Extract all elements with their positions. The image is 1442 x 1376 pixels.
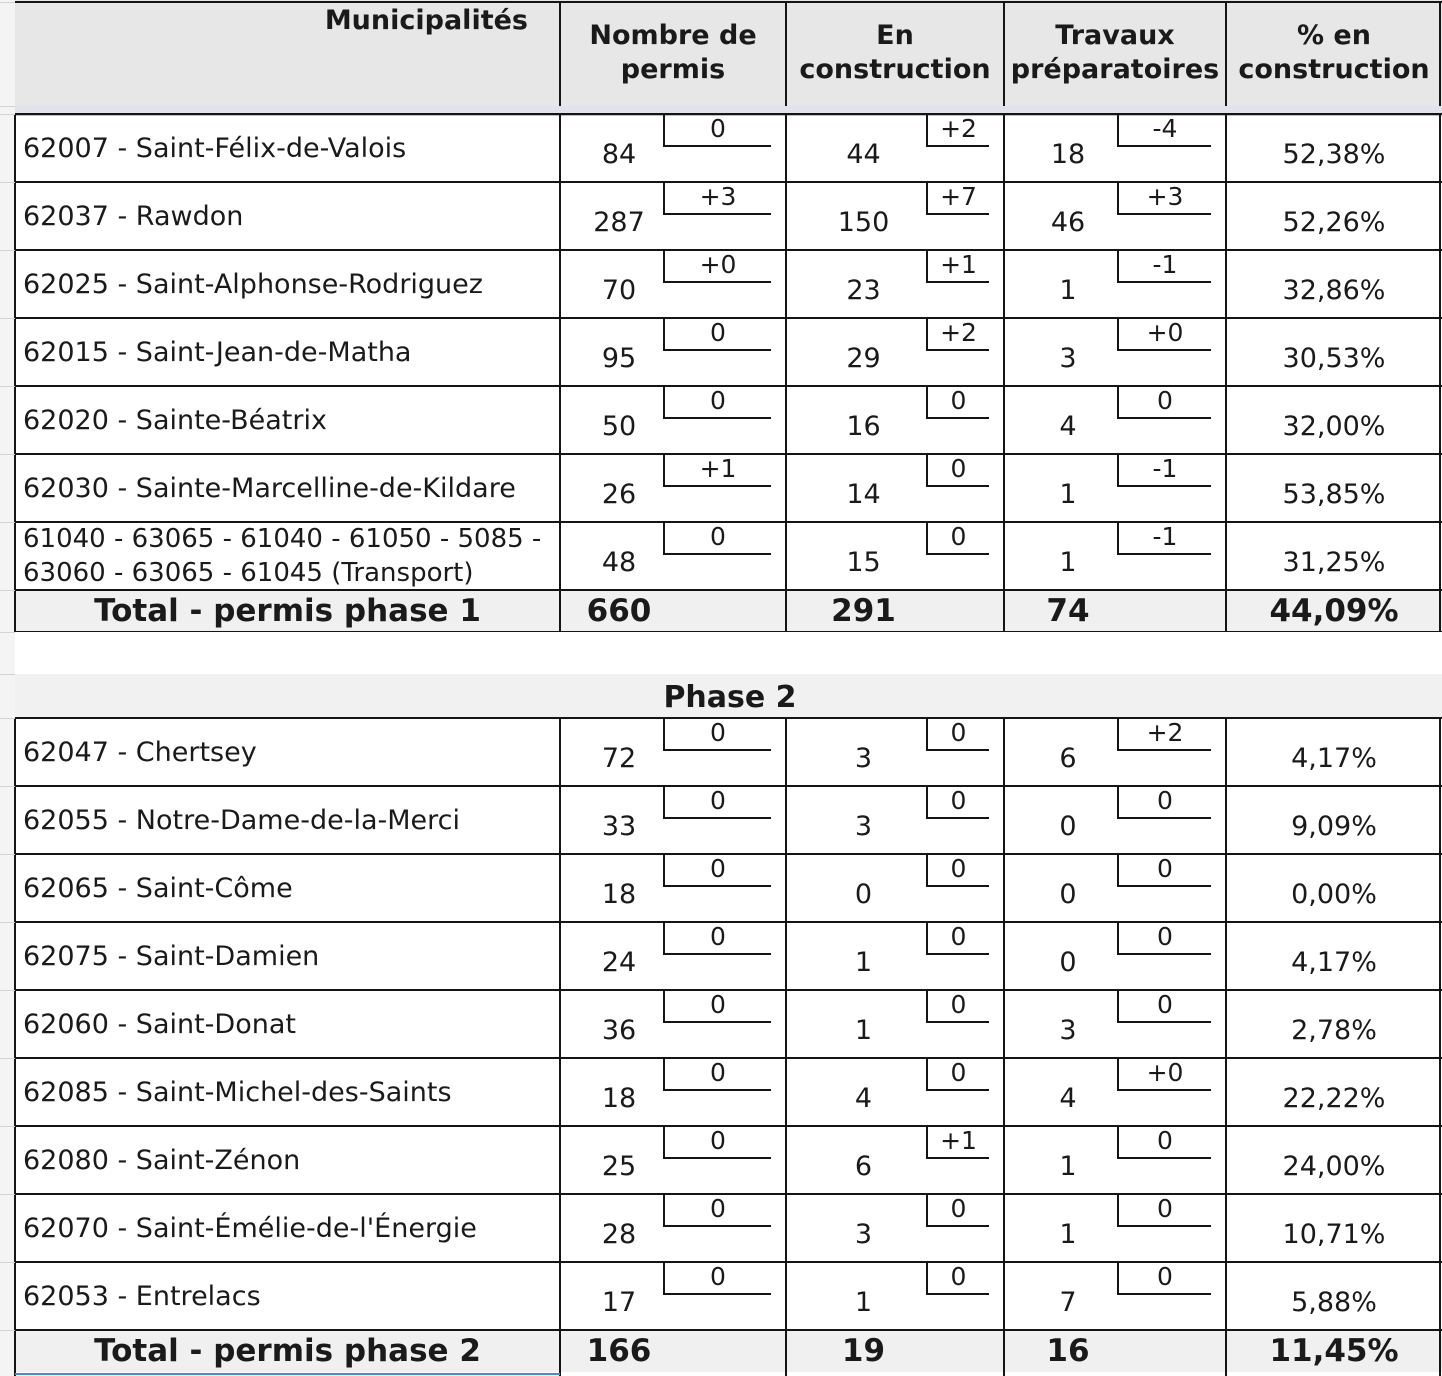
- total-pct: 11,45%: [1269, 1333, 1399, 1369]
- gutter-row-line: [0, 1126, 15, 1127]
- permis-count: 25: [601, 1150, 637, 1182]
- permis-count: 24: [601, 946, 637, 978]
- gutter-row-line: [0, 114, 15, 115]
- construction-delta: +2: [926, 318, 989, 351]
- pct-construction: 52,26%: [1282, 206, 1386, 238]
- column-border: [785, 114, 787, 632]
- municipality-name: 62037 - Rawdon: [23, 200, 244, 232]
- travaux-count: 6: [1059, 742, 1077, 774]
- pct-construction: 24,00%: [1282, 1150, 1386, 1182]
- construction-delta: 0: [926, 1194, 989, 1227]
- construction-delta: 0: [926, 718, 989, 751]
- permis-count: 84: [601, 138, 637, 170]
- row-border: [15, 989, 1442, 991]
- column-border: [1225, 2, 1227, 106]
- permis-delta: +1: [663, 454, 771, 487]
- permis-count: 287: [593, 206, 645, 238]
- municipality-name: 62047 - Chertsey: [23, 736, 257, 768]
- column-border: [785, 718, 787, 1376]
- construction-count: 0: [854, 878, 873, 910]
- row-border: [15, 589, 1442, 591]
- header-travaux-preparatoires: Travaux préparatoires: [1010, 20, 1220, 85]
- table-row[interactable]: [15, 454, 1442, 522]
- row-border: [15, 717, 1442, 719]
- total-row: [15, 1330, 1442, 1372]
- permis-count: 36: [601, 1014, 637, 1046]
- row-border: [15, 1193, 1442, 1195]
- municipality-name: 62015 - Saint-Jean-de-Matha: [23, 336, 412, 368]
- row-border: [15, 1057, 1442, 1059]
- travaux-delta: -1: [1117, 454, 1211, 487]
- permis-delta: 0: [663, 786, 771, 819]
- total-permis: 166: [586, 1333, 652, 1369]
- table-row[interactable]: [15, 990, 1442, 1058]
- construction-count: 16: [846, 410, 881, 442]
- permis-delta: 0: [663, 990, 771, 1023]
- gutter-row-line: [0, 182, 15, 183]
- construction-delta: +7: [926, 182, 989, 215]
- gutter-row-line: [0, 632, 15, 633]
- phase-2-title: Phase 2: [663, 680, 797, 715]
- construction-delta: 0: [926, 922, 989, 955]
- municipality-name: 62060 - Saint-Donat: [23, 1008, 296, 1040]
- construction-delta: 0: [926, 854, 989, 887]
- permis-delta: +0: [663, 250, 771, 283]
- permis-count: 28: [601, 1218, 637, 1250]
- municipality-name: 62070 - Saint-Émélie-de-l'Énergie: [23, 1212, 477, 1244]
- travaux-count: 3: [1059, 342, 1077, 374]
- travaux-delta: 0: [1117, 854, 1211, 887]
- travaux-delta: 0: [1117, 1194, 1211, 1227]
- column-border: [1439, 718, 1441, 1376]
- pct-construction: 53,85%: [1282, 478, 1386, 510]
- travaux-count: 1: [1059, 1218, 1077, 1250]
- gutter-row-line: [0, 1262, 15, 1263]
- construction-delta: +2: [926, 114, 989, 147]
- gutter-row-line: [0, 718, 15, 719]
- municipality-name: 62080 - Saint-Zénon: [23, 1144, 301, 1176]
- total-permis: 660: [586, 593, 652, 629]
- travaux-delta: 0: [1117, 386, 1211, 419]
- permis-delta: 0: [663, 1194, 771, 1227]
- permis-delta: 0: [663, 922, 771, 955]
- construction-count: 4: [854, 1082, 873, 1114]
- travaux-count: 46: [1050, 206, 1086, 238]
- gutter-row-line: [0, 590, 15, 591]
- permis-count: 48: [601, 546, 637, 578]
- column-border: [1439, 2, 1441, 106]
- row-border: [15, 181, 1442, 183]
- permis-count: 18: [601, 1082, 637, 1114]
- permis-delta: 0: [663, 386, 771, 419]
- travaux-delta: -4: [1117, 114, 1211, 147]
- permis-delta: 0: [663, 114, 771, 147]
- table-row[interactable]: [15, 1126, 1442, 1194]
- table-header: [15, 0, 1442, 108]
- table-row[interactable]: [15, 250, 1442, 318]
- total-construction: 291: [831, 593, 896, 629]
- spacer-row: [15, 632, 1442, 674]
- construction-count: 3: [854, 742, 873, 774]
- construction-count: 1: [854, 1286, 873, 1318]
- pct-construction: 32,86%: [1282, 274, 1386, 306]
- pct-construction: 0,00%: [1291, 878, 1377, 910]
- table-row[interactable]: [15, 854, 1442, 922]
- total-pct: 44,09%: [1269, 593, 1399, 629]
- construction-delta: 0: [926, 990, 989, 1023]
- permis-count: 50: [601, 410, 637, 442]
- row-border: [15, 249, 1442, 251]
- column-border: [1225, 718, 1227, 1376]
- construction-count: 1: [854, 1014, 873, 1046]
- construction-count: 14: [846, 478, 881, 510]
- travaux-delta: +0: [1117, 1058, 1211, 1091]
- column-border: [559, 114, 561, 632]
- header-top-border: [15, 1, 1442, 3]
- table-row[interactable]: [15, 1262, 1442, 1330]
- travaux-count: 4: [1059, 410, 1077, 442]
- travaux-count: 4: [1059, 1082, 1077, 1114]
- table-row[interactable]: [15, 718, 1442, 786]
- construction-count: 44: [846, 138, 881, 170]
- travaux-delta: +3: [1117, 182, 1211, 215]
- permis-count: 33: [601, 810, 637, 842]
- permis-count: 72: [601, 742, 637, 774]
- permis-delta: 0: [663, 522, 771, 555]
- municipality-name: 62030 - Sainte-Marcelline-de-Kildare: [23, 472, 516, 504]
- column-border: [559, 718, 561, 1376]
- travaux-delta: 0: [1117, 990, 1211, 1023]
- municipality-name: 62053 - Entrelacs: [23, 1280, 261, 1312]
- total-row: [15, 590, 1442, 632]
- municipality-name: 61040 - 63065 - 61040 - 61050 - 5085 - 63060 - 63065 - 61045 (Transport): [23, 524, 542, 588]
- pct-construction: 4,17%: [1291, 946, 1377, 978]
- table-row[interactable]: [15, 114, 1442, 182]
- municipality-name: 62025 - Saint-Alphonse-Rodriguez: [23, 268, 483, 300]
- total-label: Total - permis phase 1: [94, 593, 481, 629]
- gutter-row-line: [0, 454, 15, 455]
- row-border: [15, 1125, 1442, 1127]
- column-border: [1439, 114, 1441, 632]
- row-border: [15, 1329, 1442, 1331]
- permis-delta: 0: [663, 318, 771, 351]
- construction-delta: 0: [926, 522, 989, 555]
- gutter-row-line: [0, 1058, 15, 1059]
- travaux-count: 1: [1059, 478, 1077, 510]
- construction-count: 3: [854, 1218, 873, 1250]
- table-row[interactable]: [15, 386, 1442, 454]
- travaux-delta: +0: [1117, 318, 1211, 351]
- construction-count: 6: [854, 1150, 873, 1182]
- total-label: Total - permis phase 2: [94, 1333, 481, 1369]
- row-border: [15, 785, 1442, 787]
- permis-count: 70: [601, 274, 637, 306]
- travaux-delta: 0: [1117, 1262, 1211, 1295]
- pct-construction: 4,17%: [1291, 742, 1377, 774]
- permis-count: 17: [601, 1286, 637, 1318]
- pct-construction: 2,78%: [1291, 1014, 1377, 1046]
- construction-count: 23: [846, 274, 881, 306]
- gutter-row-line: [0, 1194, 15, 1195]
- table-row[interactable]: [15, 182, 1442, 250]
- table-row[interactable]: [15, 1058, 1442, 1126]
- pct-construction: 5,88%: [1291, 1286, 1377, 1318]
- municipality-name: 62020 - Sainte-Béatrix: [23, 404, 327, 436]
- row-border: [15, 317, 1442, 319]
- phase-2-header: [15, 674, 1442, 719]
- municipality-name: 62055 - Notre-Dame-de-la-Merci: [23, 804, 460, 836]
- construction-count: 29: [846, 342, 881, 374]
- travaux-count: 0: [1059, 810, 1077, 842]
- pct-construction: 52,38%: [1282, 138, 1386, 170]
- row-border: [15, 113, 1442, 115]
- pct-construction: 32,00%: [1282, 410, 1386, 442]
- permis-delta: +3: [663, 182, 771, 215]
- column-border: [1003, 2, 1005, 106]
- permis-delta: 0: [663, 1058, 771, 1091]
- pct-construction: 30,53%: [1282, 342, 1386, 374]
- travaux-delta: 0: [1117, 922, 1211, 955]
- construction-delta: 0: [926, 1262, 989, 1295]
- pct-construction: 9,09%: [1291, 810, 1377, 842]
- column-border: [1003, 114, 1005, 632]
- pct-construction: 31,25%: [1282, 546, 1386, 578]
- travaux-delta: -1: [1117, 522, 1211, 555]
- column-border: [1003, 718, 1005, 1376]
- travaux-count: 18: [1050, 138, 1086, 170]
- travaux-delta: 0: [1117, 1126, 1211, 1159]
- construction-delta: 0: [926, 454, 989, 487]
- travaux-count: 0: [1059, 946, 1077, 978]
- row-border: [15, 853, 1442, 855]
- construction-count: 15: [846, 546, 881, 578]
- row-border: [15, 453, 1442, 455]
- gutter-row-line: [0, 922, 15, 923]
- gutter-row-line: [0, 2, 15, 3]
- municipality-name: 62065 - Saint-Côme: [23, 872, 293, 904]
- table-row[interactable]: [15, 922, 1442, 990]
- municipality-name: 62007 - Saint-Félix-de-Valois: [23, 132, 407, 164]
- gutter-row-line: [0, 854, 15, 855]
- travaux-count: 7: [1059, 1286, 1077, 1318]
- permis-count: 26: [601, 478, 637, 510]
- pct-construction: 10,71%: [1282, 1218, 1386, 1250]
- travaux-delta: -1: [1117, 250, 1211, 283]
- column-border: [1225, 114, 1227, 632]
- permis-delta: 0: [663, 718, 771, 751]
- construction-delta: 0: [926, 386, 989, 419]
- header-nombre-de-permis: Nombre de permis: [589, 20, 757, 85]
- permis-count: 18: [601, 878, 637, 910]
- construction-delta: 0: [926, 786, 989, 819]
- municipality-name: 62085 - Saint-Michel-des-Saints: [23, 1076, 452, 1108]
- construction-count: 150: [837, 206, 890, 238]
- gutter-row-line: [0, 386, 15, 387]
- construction-delta: +1: [926, 250, 989, 283]
- gutter-row-line: [0, 786, 15, 787]
- table-row[interactable]: [15, 786, 1442, 854]
- travaux-count: 1: [1059, 274, 1077, 306]
- travaux-count: 0: [1059, 878, 1077, 910]
- header-municipalites: Municipalités: [324, 5, 528, 36]
- travaux-count: 3: [1059, 1014, 1077, 1046]
- total-construction: 19: [841, 1333, 886, 1369]
- total-travaux: 74: [1046, 593, 1090, 629]
- gutter-row-line: [0, 106, 15, 107]
- row-border: [15, 1261, 1442, 1263]
- travaux-delta: 0: [1117, 786, 1211, 819]
- row-border: [15, 921, 1442, 923]
- table-row[interactable]: [15, 318, 1442, 386]
- permis-delta: 0: [663, 1126, 771, 1159]
- row-border: [15, 521, 1442, 523]
- table-row[interactable]: [15, 1194, 1442, 1262]
- permis-delta: 0: [663, 854, 771, 887]
- pct-construction: 22,22%: [1282, 1082, 1386, 1114]
- construction-delta: 0: [926, 1058, 989, 1091]
- column-border: [14, 114, 16, 632]
- column-border: [14, 718, 16, 1376]
- column-border: [559, 2, 561, 106]
- travaux-count: 1: [1059, 1150, 1077, 1182]
- selection-edge: [15, 1373, 560, 1375]
- row-border: [15, 385, 1442, 387]
- travaux-count: 1: [1059, 546, 1077, 578]
- gutter-row-line: [0, 1330, 15, 1331]
- gutter-row-line: [0, 990, 15, 991]
- travaux-delta: +2: [1117, 718, 1211, 751]
- column-border: [785, 2, 787, 106]
- gutter-row-line: [0, 250, 15, 251]
- construction-count: 1: [854, 946, 873, 978]
- gutter-row-line: [0, 674, 15, 675]
- construction-delta: +1: [926, 1126, 989, 1159]
- gutter-row-line: [0, 522, 15, 523]
- gutter-row-line: [0, 318, 15, 319]
- header-pct-en-construction: % en construction: [1238, 20, 1430, 85]
- municipality-name: 62075 - Saint-Damien: [23, 940, 320, 972]
- table-row[interactable]: [15, 522, 1442, 590]
- permis-count: 95: [601, 342, 637, 374]
- total-travaux: 16: [1046, 1333, 1090, 1369]
- permis-delta: 0: [663, 1262, 771, 1295]
- header-en-construction: En construction: [799, 20, 991, 85]
- construction-count: 3: [854, 810, 873, 842]
